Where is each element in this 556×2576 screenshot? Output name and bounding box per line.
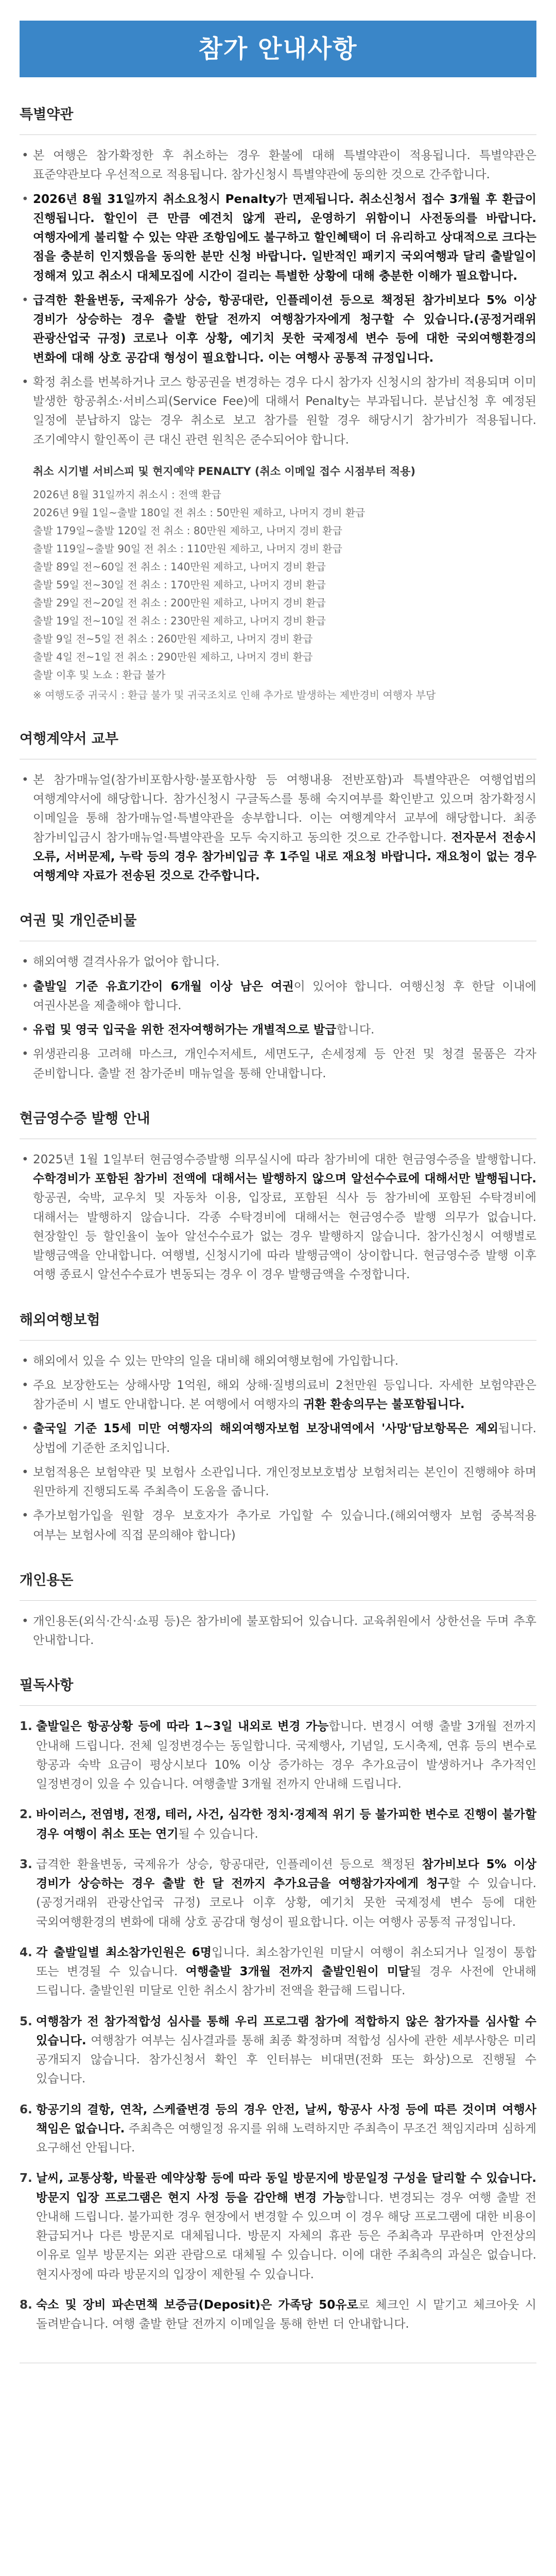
fee-row: 출발 4일 전~1일 전 취소 : 290만원 제하고, 나머지 경비 환급 (33, 650, 313, 663)
list-item (20, 1045, 536, 1083)
notice-text (36, 1855, 536, 1932)
body-text: 위생관리용 고려해 마스크, 개인수저세트, 세면도구, 손세정제 등 안전 및 청결 물품은 각자 준비합니다. 출발 전 참가준비 매뉴얼을 통해 안내합니다. (33, 1047, 536, 1080)
body-text: 개인용돈(외식·간식·쇼핑 등)은 참가비에 불포함되어 있습니다. 교육취원에서 상한선을 두며 추후 안내합니다. (33, 1614, 536, 1647)
fee-row: 2026년 8월 31일까지 취소시 : 전액 환급 (33, 488, 221, 501)
notice-number: 7. (20, 2172, 32, 2185)
fee-row: 출발 179일~출발 120일 전 취소 : 80만원 제하고, 나머지 경비 환급 (33, 524, 342, 537)
notice-number: 4. (20, 1945, 32, 1959)
notice-number: 3. (20, 1857, 32, 1871)
fee-row: 출발 19일 전~10일 전 취소 : 230만원 제하고, 나머지 경비 환급 (33, 614, 326, 627)
body-text: 추가보험가입을 원할 경우 보호자가 추가로 가입할 수 있습니다.(해외여행자 보험 중복적용 여부는 보험사에 직접 문의해야 합니다) (33, 1509, 536, 1542)
highlight-text: 각 출발일별 최소참가인원은 6명 (36, 1945, 212, 1959)
special-terms-section (20, 98, 536, 704)
list-item (20, 977, 536, 1016)
special-terms-list (20, 146, 536, 450)
fee-rows (33, 486, 536, 684)
highlight-text: 숙소 및 장비 파손면책 보증금(Deposit)은 가족당 50유로 (36, 2298, 358, 2312)
list-item (20, 1612, 536, 1651)
list-item (20, 1376, 536, 1415)
body-text: 이 있어야 합니다. 여행신청 후 한달 이내에 여권사본을 제출해야 합니다. (33, 979, 536, 1012)
list-item (20, 1419, 536, 1458)
notice-item (20, 1855, 536, 1932)
body-text: 주요 보장한도는 상해사망 1억원, 해외 상해·질병의료비 2천만원 등입니다. 자세한 보험약관은 참가준비 시 별도 안내합니다. 본 여행에서 여행자의 (33, 1378, 536, 1411)
list-item (20, 953, 536, 972)
body-text: 본 참가매뉴얼(참가비포함사항·불포함사항 등 여행내용 전반포함)과 특별약관은 여행업법의 여행계약서에 해당합니다. 참가신청시 구글독스를 통해 숙지여부를 확인받고 있으며 참가확정시 이메일을 통해 참가매뉴얼·특별약관을 송부합니다. 이는 여행계약서 교부에 해당합니다. 최종 참가비입금시 참가매뉴얼·특별약관을 모두 숙지하고 동의한 것으로 간주합니다. (33, 773, 536, 844)
notice-text (36, 2296, 536, 2334)
section-heading: 현금영수증 발행 안내 (20, 1102, 536, 1139)
cancellation-fee-table (20, 463, 536, 704)
list-item (20, 190, 536, 286)
section-heading: 여행계약서 교부 (20, 722, 536, 759)
body-text: 합니다. (336, 1023, 375, 1037)
body-text: 합니다. 변경되는 경우 여행 출발 전 안내해 드립니다. 불가피한 경우 현장에서 변경할 수 있으며 이 경우 해당 프로그램에 대한 비용이 환급되거나 다른 방문지로 대체됩니다. 방문지 자체의 휴관 등은 주최측과 무관하며 안전상의 이유로 일부 방문지는 외관 관람으로 대체될 수 있습니다. 이에 대한 주최측의 과실은 없습니다. 현지사정에 따라 방문지의 입장이 제한될 수 있습니다. (36, 2191, 536, 2281)
body-text: 할 수 있습니다.(공정거래위 관광산업국 규정) 코로나 이후 상황, 예기치 못한 국제정세 변수 등에 대한 국외여행환경의 변화에 대해 상호 공감대 형성이 필요합니다. 이는 여행사 공통적 규정입니다. (36, 1877, 536, 1929)
fee-row: 출발 9일 전~5일 전 취소 : 260만원 제하고, 나머지 경비 환급 (33, 632, 313, 645)
notice-text (36, 1805, 536, 1844)
body-text: 항공권, 숙박, 교우치 및 자동차 이용, 입장료, 포함된 식사 등 참가비에 포함된 수탁경비에 대해서는 발행하지 않습니다. 각종 수탁경비에 대해서는 현금영수증 발행 의무가 없습니다. 현장할인 등 할인율이 높아 알선수수료가 없는 경우 발행하지 않습니다. 참가신청시 여행별로 발행금액을 안내합니다. 여행별, 신청시기에 따라 발행금액이 상이합니다. 현금영수증 발행 이후 여행 종료시 알선수수료가 변동되는 경우 이 경우 발행금액을 수정합니다. (33, 1191, 536, 1282)
notice-item (20, 1717, 536, 1794)
insurance-list (20, 1352, 536, 1545)
highlight-text: 여행출발 3개월 전까지 출발인원이 미달 (185, 1965, 410, 1978)
pocket-money-list (20, 1612, 536, 1651)
highlight-text: 출발일 기준 유효기간이 6개월 이상 남은 여권 (33, 979, 294, 993)
section-heading: 여권 및 개인준비물 (20, 904, 536, 941)
notice-text (36, 2012, 536, 2089)
notice-item (20, 2100, 536, 2158)
receipt-section (20, 1102, 536, 1285)
passport-list (20, 953, 536, 1083)
pocket-money-section (20, 1564, 536, 1651)
body-text: 됩니다. 상법에 기준한 조치입니다. (33, 1422, 536, 1455)
notice-list (20, 1717, 536, 2334)
notice-number: 6. (20, 2103, 32, 2116)
highlight-text: 항공기의 결항, 연착, 스케쥴변경 등의 경우 안전, 날씨, 항공사 사정 등에 따른 것이며 여행사 책임은 없습니다. (36, 2103, 536, 2136)
body-text: 보험적용은 보험약관 및 보험사 소관입니다. 개인정보보호법상 보험처리는 본인이 진행해야 하며 원만하게 진행되도록 주최측이 도움을 줍니다. (33, 1465, 536, 1498)
highlight-text: 귀환 환송의무는 불포함됩니다. (303, 1398, 465, 1411)
body-text: 해외여행 결격사유가 없어야 합니다. (33, 955, 220, 969)
notice-number: 5. (20, 2014, 32, 2028)
notice-text (36, 1943, 536, 2001)
list-item (20, 291, 536, 368)
fee-table-title: 취소 시기별 서비스피 및 현지예약 PENALTY (취소 이메일 접수 시점부터 적용) (33, 465, 416, 478)
highlight-text: 여행참가 전 참가적합성 심사를 통해 우리 프로그램 참가에 적합하지 않은 참가자를 심사할 수 있습니다. (36, 2014, 536, 2047)
notice-item (20, 2169, 536, 2284)
fee-row: 출발 59일 전~30일 전 취소 : 170만원 제하고, 나머지 경비 환급 (33, 578, 326, 591)
body-text: 본 여행은 참가확정한 후 취소하는 경우 환불에 대해 특별약관이 적용됩니다. 특별약관은 표준약관보다 우선적으로 적용됩니다. 참가신청시 특별약관에 동의한 것으로 간주합니다. (33, 149, 536, 182)
highlight-text: 바이러스, 전염병, 전쟁, 테러, 사건, 심각한 정치·경제적 위기 등 불가피한 변수로 진행이 불가할 경우 여행이 취소 또는 연기 (36, 1808, 536, 1841)
body-text: 입니다. 최소참가인원 미달시 여행이 취소되거나 일정이 통합 또는 변경될 수 있습니다. (36, 1945, 536, 1978)
body-text: 2025년 1월 1일부터 현금영수증발행 의무실시에 따라 참가비에 대한 현금영수증을 발행합니다. (33, 1153, 536, 1166)
list-item (20, 1150, 536, 1285)
body-text: 로 체크인 시 맡기고 체크아웃 시 돌려받습니다. 여행 출발 한달 전까지 이메일을 통해 한번 더 안내합니다. (36, 2298, 536, 2331)
passport-section (20, 904, 536, 1083)
list-item (20, 373, 536, 450)
highlight-text: 급격한 환율변동, 국제유가 상승, 항공대란, 인플레이션 등으로 책정된 참가비보다 5% 이상 경비가 상승하는 경우 출발 한달 전까지 여행참가자에게 청구할 수 있습니다.(공정거래위 관광산업국 규정) 코로나 이후 상황, 예기치 못한 국제정세 변수 등에 대한 국외여행환경의 변화에 대해 상호 공감대 형성이 필요합니다. 이는 여행사 공통적 규정입니다. (33, 293, 536, 365)
receipt-list (20, 1150, 536, 1285)
list-item (20, 146, 536, 185)
notice-text (36, 2100, 536, 2158)
list-item (20, 1463, 536, 1502)
highlight-text: 출국일 기준 15세 미만 여행자의 해외여행자보험 보장내역에서 '사망'담보항목은 제외 (33, 1422, 499, 1436)
body-text: 될 수 있습니다. (178, 1827, 258, 1841)
fee-note: ※ 여행도중 귀국시 : 환급 불가 및 귀국조치로 인해 추가로 발생하는 제반경비 여행자 부담 (33, 688, 436, 701)
list-item (20, 1021, 536, 1040)
list-item (20, 771, 536, 886)
highlight-text: 수학경비가 포함된 참가비 전액에 대해서는 발행하지 않으며 알선수수료에 대해서만 발행됩니다. (33, 1172, 536, 1185)
list-item (20, 1352, 536, 1371)
notice-text (36, 1717, 536, 1794)
notice-item (20, 1805, 536, 1844)
highlight-text: 날씨, 교통상황, 박물관 예약상황 등에 따라 동일 방문지에 방문일정 구성을 달리할 수 있습니다. 방문지 입장 프로그램은 현지 사정 등을 감안해 변경 가능 (36, 2172, 536, 2205)
notice-number: 2. (20, 1808, 32, 1822)
notice-number: 8. (20, 2298, 32, 2312)
body-text: 급격한 환율변동, 국제유가 상승, 항공대란, 인플레이션 등으로 책정된 (36, 1857, 422, 1871)
notice-section (20, 1669, 536, 2363)
fee-row: 출발 89일 전~60일 전 취소 : 140만원 제하고, 나머지 경비 환급 (33, 560, 326, 573)
fee-row: 2026년 9월 1일~출발 180일 전 취소 : 50만원 제하고, 나머지 경비 환급 (33, 506, 366, 519)
contract-list (20, 771, 536, 886)
body-text: 합니다. 변경시 여행 출발 3개월 전까지 안내해 드립니다. 전체 일정변경수는 동일합니다. 국제행사, 기념일, 도시축제, 연휴 등의 변수로 항공과 숙박 요금이 평상시보다 10% 이상 증가하는 경우 추가요금이 발생하거나 추가적인 일정변경이 있을 수 있습니다. 여행출발 3개월 전까지 안내해 드립니다. (36, 1720, 536, 1791)
body-text: 여행참가 여부는 심사결과를 통해 최종 확정하며 적합성 심사에 관한 세부사항은 미리 공개되지 않습니다. 참가신청서 확인 후 인터뷰는 비대면(전화 또는 화상)으로 진행될 수 있습니다. (36, 2033, 536, 2086)
highlight-text: 참가비보다 5% 이상 경비가 상승하는 경우 출발 한 달 전까지 추가요금을 여행참가자에게 청구 (36, 1857, 537, 1890)
notice-item (20, 2296, 536, 2334)
section-heading: 필독사항 (20, 1669, 536, 1706)
section-heading: 특별약관 (20, 98, 536, 135)
contract-section (20, 722, 536, 886)
body-text: 주최측은 여행일정 유지를 위해 노력하지만 주최측이 무조건 책임지라며 심하게 요구해선 안됩니다. (36, 2122, 536, 2155)
list-item (20, 1506, 536, 1545)
section-heading: 개인용돈 (20, 1564, 536, 1601)
fee-row: 출발 29일 전~20일 전 취소 : 200만원 제하고, 나머지 경비 환급 (33, 596, 326, 609)
page-title: 참가 안내사항 (20, 21, 536, 77)
notice-text (36, 2169, 536, 2284)
notice-item (20, 2012, 536, 2089)
body-text: 해외에서 있을 수 있는 만약의 일을 대비해 해외여행보험에 가입합니다. (33, 1354, 399, 1368)
highlight-text: 전자문서 전송시 오류, 서버문제, 누락 등의 경우 참가비입금 후 1주일 내로 재요청 바랍니다. 재요청이 없는 경우 여행계약 자료가 전송된 것으로 간주합니다. (33, 831, 536, 883)
section-heading: 해외여행보험 (20, 1303, 536, 1341)
fee-row: 출발 이후 및 노쇼 : 환급 불가 (33, 668, 166, 681)
notice-item (20, 1943, 536, 2001)
highlight-text: 유럽 및 영국 입국을 위한 전자여행허가는 개별적으로 발급 (33, 1023, 337, 1037)
highlight-text: 출발일은 항공상황 등에 따라 1~3일 내외로 변경 가능 (36, 1720, 329, 1734)
body-text: 확정 취소를 번복하거나 코스 항공권을 변경하는 경우 다시 참가자 신청시의 참가비 적용되며 이미 발생한 항공취소·서비스피(Service Fee)에 대해서 Penalty는 부과됩니다. 분납신청 후 예정된 일정에 분납하지 않는 경우 취소로 보고 참가를 원할 경우 해당시기 참가비가 적용됩니다. 조기예약시 할인폭이 큰 대신 관련 원칙은 준수되어야 합니다. (33, 375, 536, 447)
fee-row: 출발 119일~출발 90일 전 취소 : 110만원 제하고, 나머지 경비 환급 (33, 542, 342, 555)
insurance-section (20, 1303, 536, 1545)
notice-number: 1. (20, 1720, 32, 1734)
body-text: 될 경우 사전에 안내해 드립니다. 출발인원 미달로 인한 취소시 참가비 전액을 환급해 드립니다. (36, 1965, 536, 1998)
highlight-text: 2026년 8월 31일까지 취소요청시 Penalty가 면제됩니다. 취소신청서 접수 3개월 후 환급이 진행됩니다. 할인이 큰 만큼 예견치 않게 관리, 운영하기 위함이니 사전동의를 바랍니다. 여행자에게 불리할 수 있는 약관 조항임에도 불구하고 할인혜택이 더 유리하고 상대적으로 크다는 점을 충분히 인지했음을 동의한 분만 신청 바랍니다. 일반적인 패키지 국외여행과 달리 출발일이 정해져 있고 취소시 대체모집에 시간이 걸리는 특별한 상황에 대해 충분한 이해가 필요합니다. (33, 192, 536, 283)
